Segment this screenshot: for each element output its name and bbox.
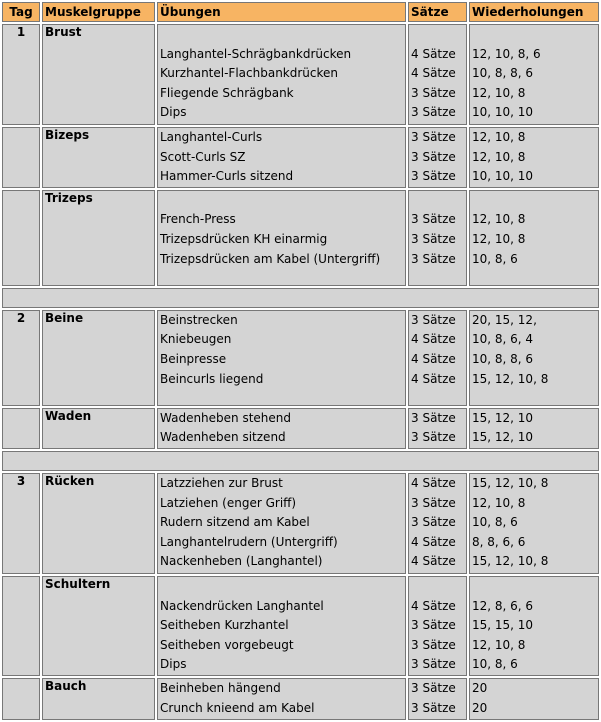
- sets-cell: [408, 24, 467, 125]
- exercise-reps: 10, 10, 10: [472, 105, 534, 120]
- day-number: 3: [2, 473, 40, 574]
- exercise-sets: 4 Sätze: [411, 332, 456, 347]
- exercise-sets: 4 Sätze: [411, 351, 456, 366]
- exercise-reps: 12, 10, 8: [472, 495, 526, 510]
- group-row: [2, 678, 599, 720]
- exercise-sets: 3 Sätze: [411, 212, 456, 227]
- exercise-reps: 12, 8, 6, 6: [472, 598, 534, 613]
- exercise-name: Crunch knieend am Kabel: [160, 700, 315, 715]
- sets-cell: [408, 576, 467, 676]
- group-row: [2, 310, 599, 406]
- exercise-sets: 3 Sätze: [411, 515, 456, 530]
- exercise-name: Langhantel-Schrägbankdrücken: [160, 46, 352, 61]
- blank-line: [472, 25, 596, 45]
- separator-cell: [2, 288, 599, 308]
- day-number: [2, 190, 40, 286]
- header-sets: Sätze: [408, 2, 467, 22]
- day-number: [2, 127, 40, 188]
- exercise-reps: 15, 12, 10, 8: [472, 554, 549, 569]
- exercise-sets: 3 Sätze: [411, 312, 456, 327]
- exercise-reps: 12, 10, 8: [472, 637, 526, 652]
- reps-cell: [469, 473, 599, 574]
- exercise-name: Scott-Curls SZ: [160, 149, 246, 164]
- muscle-group: Schultern: [42, 576, 155, 676]
- exercise-reps: 12, 10, 8, 6: [472, 46, 541, 61]
- header-muscle-group: Muskelgruppe: [42, 2, 155, 22]
- muscle-group: Waden: [42, 408, 155, 449]
- exercise-sets: 3 Sätze: [411, 618, 456, 633]
- exercise-name: Nackendrücken Langhantel: [160, 598, 324, 613]
- group-row: [2, 190, 599, 286]
- exercise-name: Beinpresse: [160, 351, 227, 366]
- exercise-sets: 3 Sätze: [411, 410, 456, 425]
- exercises-cell: [157, 473, 406, 574]
- exercises-cell: [157, 127, 406, 188]
- exercise-sets: 3 Sätze: [411, 85, 456, 100]
- exercise-sets: 3 Sätze: [411, 130, 456, 144]
- exercise-sets: 3 Sätze: [411, 105, 456, 120]
- reps-cell: [469, 408, 599, 449]
- exercise-name: Beinheben hängend: [160, 680, 281, 695]
- exercise-name: Wadenheben sitzend: [160, 430, 286, 445]
- exercise-name: Langhantelrudern (Untergriff): [160, 534, 338, 549]
- muscle-group: Beine: [42, 310, 155, 406]
- exercise-name: Fliegende Schrägbank: [160, 85, 294, 100]
- blank-line: [411, 25, 464, 45]
- exercise-name: Dips: [160, 657, 187, 672]
- sets-cell: [408, 408, 467, 449]
- blank-line: [160, 577, 403, 597]
- day-separator: [2, 451, 599, 471]
- muscle-group: Brust: [42, 24, 155, 125]
- exercise-reps: 20, 15, 12,: [472, 312, 537, 327]
- exercise-reps: 10, 8, 6: [472, 515, 518, 530]
- exercise-reps: 15, 12, 10: [472, 410, 534, 425]
- muscle-group: Bauch: [42, 678, 155, 720]
- exercise-reps: 15, 15, 10: [472, 618, 534, 633]
- exercise-reps: 20: [472, 680, 488, 695]
- exercise-sets: 4 Sätze: [411, 371, 456, 386]
- exercise-name: Rudern sitzend am Kabel: [160, 515, 310, 530]
- exercise-sets: 3 Sätze: [411, 169, 456, 184]
- exercise-name: Latziehen (enger Griff): [160, 495, 297, 510]
- day-number: [2, 408, 40, 449]
- blank-line: [472, 577, 596, 597]
- exercise-name: Seitheben Kurzhantel: [160, 618, 289, 633]
- exercise-sets: 3 Sätze: [411, 657, 456, 672]
- exercises-cell: [157, 190, 406, 286]
- exercise-sets: 4 Sätze: [411, 534, 456, 549]
- group-row: [2, 24, 599, 125]
- exercise-sets: 4 Sätze: [411, 475, 456, 490]
- exercise-name: Kniebeugen: [160, 332, 232, 347]
- exercise-reps: 8, 8, 6, 6: [472, 534, 526, 549]
- header-reps: Wiederholungen: [469, 2, 599, 22]
- exercise-reps: 15, 12, 10, 8: [472, 475, 549, 490]
- reps-cell: [469, 24, 599, 125]
- exercise-reps: 10, 10, 10: [472, 169, 534, 184]
- day-number: [2, 678, 40, 720]
- exercise-reps: 12, 10, 8: [472, 85, 526, 100]
- exercise-sets: 4 Sätze: [411, 598, 456, 613]
- group-row: [2, 408, 599, 449]
- blank-line: [472, 191, 596, 211]
- day-separator: [2, 288, 599, 308]
- exercises-cell: [157, 678, 406, 720]
- exercise-reps: 10, 8, 6, 4: [472, 332, 534, 347]
- exercise-name: Latzziehen zur Brust: [160, 475, 283, 490]
- exercise-name: Kurzhantel-Flachbankdrücken: [160, 66, 339, 81]
- exercise-name: Nackenheben (Langhantel): [160, 554, 323, 569]
- blank-line: [160, 191, 403, 211]
- exercises-cell: [157, 310, 406, 406]
- reps-cell: [469, 678, 599, 720]
- blank-line: [160, 25, 403, 45]
- exercise-reps: 10, 8, 8, 6: [472, 66, 534, 81]
- exercise-name: Beinstrecken: [160, 312, 238, 327]
- exercise-reps: 10, 8, 8, 6: [472, 351, 534, 366]
- reps-cell: [469, 576, 599, 676]
- exercise-sets: 3 Sätze: [411, 495, 456, 510]
- sets-cell: [408, 473, 467, 574]
- group-row: [2, 473, 599, 574]
- exercise-sets: 3 Sätze: [411, 430, 456, 445]
- exercise-reps: 10, 8, 6: [472, 251, 518, 266]
- exercise-reps: 15, 12, 10, 8: [472, 371, 549, 386]
- exercise-sets: 4 Sätze: [411, 554, 456, 569]
- reps-cell: [469, 190, 599, 286]
- exercise-reps: 12, 10, 8: [472, 231, 526, 246]
- exercise-sets: 3 Sätze: [411, 637, 456, 652]
- exercise-sets: 3 Sätze: [411, 251, 456, 266]
- separator-cell: [2, 451, 599, 471]
- muscle-group: Rücken: [42, 473, 155, 574]
- exercise-name: Hammer-Curls sitzend: [160, 169, 294, 184]
- exercise-name: Trizepsdrücken am Kabel (Untergriff): [160, 251, 381, 266]
- day-number: 1: [2, 24, 40, 125]
- exercises-cell: [157, 24, 406, 125]
- group-row: [2, 127, 599, 188]
- header-tag: Tag: [2, 2, 40, 22]
- muscle-group: Trizeps: [42, 190, 155, 286]
- sets-cell: [408, 127, 467, 188]
- sets-cell: [408, 310, 467, 406]
- header-row: [2, 2, 599, 22]
- reps-cell: [469, 310, 599, 406]
- exercise-sets: 3 Sätze: [411, 231, 456, 246]
- exercise-reps: 15, 12, 10: [472, 430, 534, 445]
- exercise-sets: 3 Sätze: [411, 149, 456, 164]
- exercise-name: Dips: [160, 105, 187, 120]
- exercises-cell: [157, 576, 406, 676]
- group-row: [2, 576, 599, 676]
- sets-cell: [408, 190, 467, 286]
- exercise-sets: 4 Sätze: [411, 46, 456, 61]
- exercise-reps: 20: [472, 700, 488, 715]
- exercise-reps: 12, 10, 8: [472, 212, 526, 227]
- blank-line: [411, 191, 464, 211]
- exercise-reps: 12, 10, 8: [472, 130, 526, 144]
- sets-cell: [408, 678, 467, 720]
- blank-line: [411, 577, 464, 597]
- exercise-name: Seitheben vorgebeugt: [160, 637, 294, 652]
- exercise-sets: 3 Sätze: [411, 680, 456, 695]
- exercise-reps: 10, 8, 6: [472, 657, 518, 672]
- header-exercises: Übungen: [157, 2, 406, 22]
- day-number: 2: [2, 310, 40, 406]
- exercises-cell: [157, 408, 406, 449]
- exercise-name: Wadenheben stehend: [160, 410, 292, 425]
- day-number: [2, 576, 40, 676]
- plan-body: [2, 24, 599, 720]
- muscle-group: Bizeps: [42, 127, 155, 188]
- exercise-name: French-Press: [160, 212, 236, 227]
- exercise-sets: 3 Sätze: [411, 700, 456, 715]
- exercise-sets: 4 Sätze: [411, 66, 456, 81]
- exercise-reps: 12, 10, 8: [472, 149, 526, 164]
- exercise-name: Beincurls liegend: [160, 371, 264, 386]
- exercise-name: Langhantel-Curls: [160, 130, 263, 144]
- exercise-name: Trizepsdrücken KH einarmig: [160, 231, 328, 246]
- reps-cell: [469, 127, 599, 188]
